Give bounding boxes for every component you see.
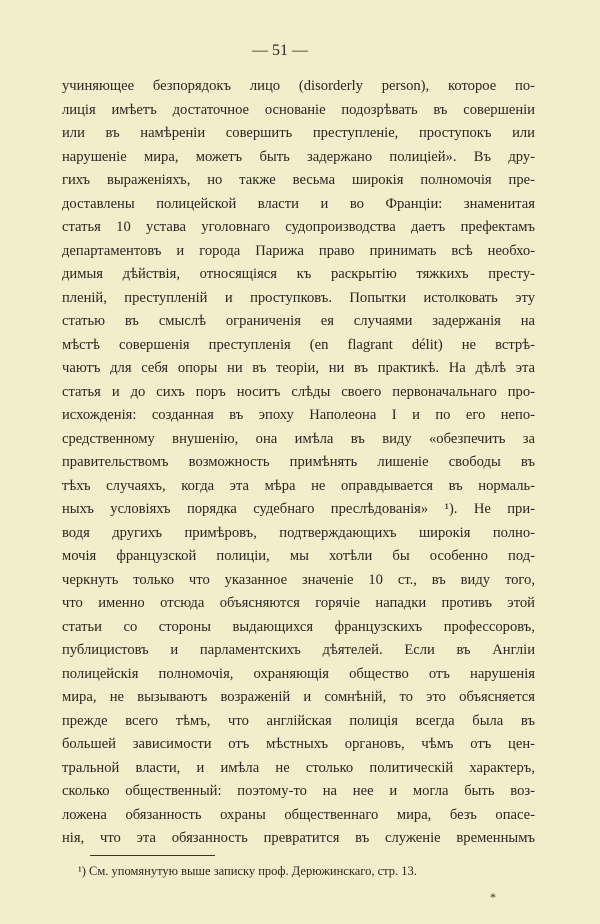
text-line: статьи со стороны выдающихся французскихъ профессоровъ, [62,618,535,635]
footnote-divider [90,855,215,856]
text-line: учиняющее безпорядокъ лицо (disorderly person), которое по- [62,78,535,94]
text-line: доставлены полицейской власти и во Франціи: знаменитая [62,195,535,212]
text-line: ложена обязанность охраны общественнаго мира, безъ опасе- [62,806,535,823]
text-line: ныхъ условіяхъ порядка судебнаго преслѣдованія» ¹). Не при- [62,501,535,517]
text-line: исхожденія: созданная въ эпоху Наполеона I и по его непо- [62,407,535,423]
text-line: департаментовъ и города Парижа право принимать всѣ необхо- [62,242,535,259]
text-line: водя другихъ примѣровъ, подтверждающихъ широкія полно- [62,524,535,541]
text-line: прежде всего тѣмъ, что англійская полиція всегда была въ [62,712,535,729]
text-line: большей зависимости отъ мѣстныхъ органовъ, чѣмъ отъ цен- [62,736,535,752]
text-line: публицистовъ и парламентскихъ дѣятелей. Если въ Англіи [62,642,535,658]
footnote: ¹) См. упомянутую выше записку проф. Дерюжинскаго, стр. 13. [78,864,417,878]
body-text [62,75,535,851]
text-line: мочія французской полиціи, мы хотѣли бы особенно под- [62,548,535,564]
text-line: мѣстѣ совершенія преступленія (en flagrant délit) не встрѣ- [62,336,535,353]
text-line: лиція имѣетъ достаточное основаніе подозрѣвать въ совершеніи [62,101,535,118]
text-line: чаютъ для себя опоры ни въ теоріи, ни въ практикѣ. На дѣлѣ эта [62,360,535,376]
text-line: статью въ смыслѣ ограниченія ея случаями задержанія на [62,313,535,329]
text-line: что именно отсюда объясняются горячіе нападки противъ этой [62,595,535,611]
text-line: правительствомъ возможность примѣнять лишеніе свободы въ [62,454,535,470]
text-line: тѣхъ случаяхъ, когда эта мѣра не оправдывается въ нормаль- [62,477,535,494]
text-line: пленій, преступленій и проступковъ. Попытки истолковать эту [62,289,535,306]
text-line: черкнуть только что указанное значеніе 10 ст., въ виду того, [62,571,535,588]
text-line: димыя дѣйствія, относящіяся къ раскрытію тяжкихъ престу- [62,266,535,282]
signature-mark: * [490,890,496,904]
text-line: сколько общественный: поэтому-то на нее и могла быть воз- [62,783,535,799]
text-line: статья и до сихъ поръ носитъ слѣды своего первоначальнаго про- [62,383,535,400]
text-line: тральной власти, и имѣла не столько политическій характеръ, [62,759,535,776]
text-line: нія, что эта обязанность превратится въ служеніе временнымъ [62,830,535,846]
text-line: средственному внушенію, она имѣла въ виду «обезпечить за [62,430,535,447]
text-line: полицейскія полномочія, охраняющія общество отъ нарушенія [62,665,535,682]
text-line: статья 10 устава уголовнаго судопроизводства даетъ префектамъ [62,219,535,235]
text-line: или въ намѣреніи совершить преступленіе, проступокъ или [62,125,535,141]
text-line: нарушеніе мира, можетъ быть задержано полиціей». Въ дру- [62,148,535,165]
text-line: гихъ выраженіяхъ, но также весьма широкія полномочія пре- [62,172,535,188]
text-line: мира, не вызываютъ возраженій и сомнѣній, то это объясняется [62,689,535,705]
page-number: — 51 — [252,42,308,59]
